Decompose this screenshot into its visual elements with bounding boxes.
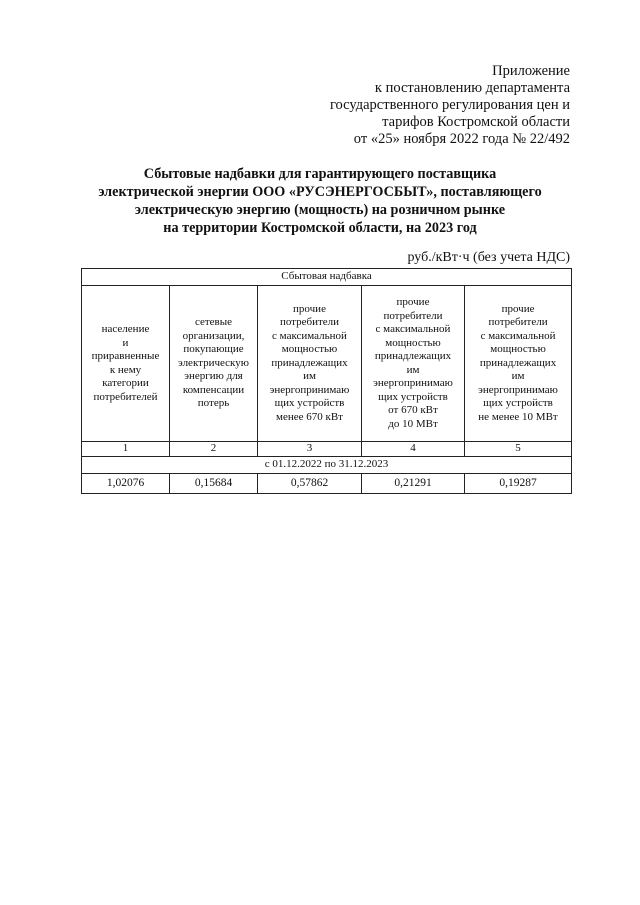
period-cell: с 01.12.2022 по 31.12.2023 xyxy=(82,457,572,474)
title-line: на территории Костромской области, на 2023 год xyxy=(163,220,477,236)
unit-label: руб./кВт·ч (без учета НДС) xyxy=(407,250,570,265)
appendix-line: тарифов Костромской области xyxy=(382,114,570,130)
tariff-table xyxy=(81,268,572,494)
value-cell: 0,15684 xyxy=(170,474,258,494)
group-header-cell: Сбытовая надбавка xyxy=(82,269,572,286)
appendix-header xyxy=(330,63,570,148)
column-header-cell: прочие потребители с максимальной мощностью принадлежащих им энергопринимаю щих устройств от 670 кВт до 10 МВт xyxy=(362,286,465,442)
column-number-cell: 4 xyxy=(362,442,465,457)
value-cell: 0,57862 xyxy=(258,474,362,494)
appendix-line: Приложение xyxy=(492,63,570,79)
title-line: Сбытовые надбавки для гарантирующего поставщика xyxy=(143,166,497,182)
column-header-cell: сетевые организации, покупающие электрическую энергию для компенсации потерь xyxy=(170,286,258,442)
appendix-line: от «25» ноября 2022 года № 22/492 xyxy=(353,131,570,147)
column-number-cell: 1 xyxy=(82,442,170,457)
title-line: электрической энергии ООО «РУСЭНЕРГОСБЫТ», поставляющего xyxy=(98,184,542,200)
column-header-cell: прочие потребители с максимальной мощностью принадлежащих им энергопринимаю щих устройств менее 670 кВт xyxy=(258,286,362,442)
document-title xyxy=(70,165,570,237)
values-row xyxy=(82,474,572,494)
value-cell: 0,19287 xyxy=(465,474,572,494)
column-number-cell: 2 xyxy=(170,442,258,457)
column-header-cell: население и приравненные к нему категории потребителей xyxy=(82,286,170,442)
column-header-row xyxy=(82,286,572,442)
column-number-cell: 3 xyxy=(258,442,362,457)
appendix-line: к постановлению департамента xyxy=(374,80,570,96)
column-number-cell: 5 xyxy=(465,442,572,457)
appendix-line: государственного регулирования цен и xyxy=(329,97,570,113)
column-header-cell: прочие потребители с максимальной мощностью принадлежащих им энергопринимаю щих устройств не менее 10 МВт xyxy=(465,286,572,442)
table-header-row xyxy=(82,269,572,286)
period-row xyxy=(82,457,572,474)
value-cell: 1,02076 xyxy=(82,474,170,494)
value-cell: 0,21291 xyxy=(362,474,465,494)
column-number-row xyxy=(82,442,572,457)
title-line: электрическую энергию (мощность) на розничном рынке xyxy=(134,202,506,218)
